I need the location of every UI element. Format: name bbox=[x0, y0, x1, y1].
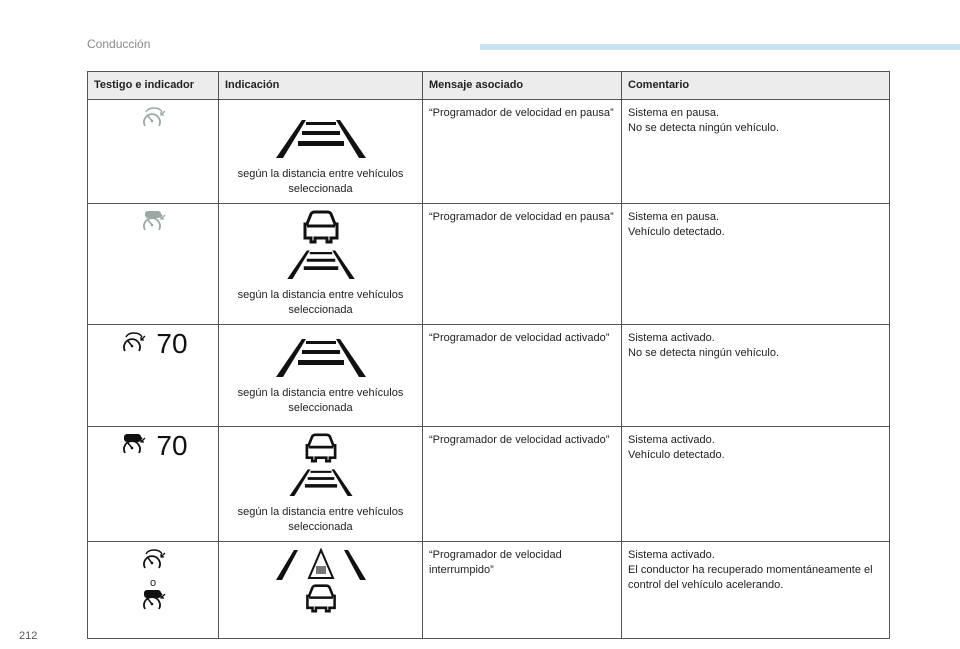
vehicle-ahead-icon bbox=[301, 210, 341, 244]
comment-line: Vehículo detectado. bbox=[628, 226, 725, 238]
road-lanes-icon bbox=[276, 249, 366, 279]
indication-text: según la distancia entre vehículos seleccionada bbox=[237, 168, 404, 195]
cruise-paused-vehicle-icon bbox=[138, 210, 168, 234]
message-text: “Programador de velocidad activado” bbox=[423, 325, 622, 427]
indicator-table bbox=[87, 71, 890, 639]
comment-line: No se detecta ningún vehículo. bbox=[628, 122, 780, 134]
message-text: “Programador de velocidad activado” bbox=[423, 427, 622, 542]
vehicle-ahead-icon bbox=[301, 433, 341, 463]
header-indication: Indicación bbox=[219, 72, 423, 100]
header-comment: Comentario bbox=[622, 72, 890, 100]
cruise-interrupted-icon bbox=[138, 548, 168, 572]
message-text: “Programador de velocidad interrumpido” bbox=[423, 542, 622, 639]
message-text: “Programador de velocidad en pausa” bbox=[423, 100, 622, 204]
cruise-active-vehicle-icon bbox=[118, 433, 148, 457]
road-lanes-icon bbox=[276, 337, 366, 377]
table-row bbox=[88, 100, 890, 204]
table-row bbox=[88, 427, 890, 542]
comment-line: Sistema activado. bbox=[628, 332, 715, 344]
comment-line: Sistema activado. bbox=[628, 549, 715, 561]
cruise-active-no-vehicle-icon bbox=[118, 331, 148, 355]
road-lanes-icon bbox=[276, 118, 366, 158]
comment-line: Sistema activado. bbox=[628, 434, 715, 446]
page-number: 212 bbox=[19, 630, 38, 642]
indication-text: según la distancia entre vehículos seleccionada bbox=[237, 506, 404, 533]
comment-line: No se detecta ningún vehículo. bbox=[628, 347, 780, 359]
table-row bbox=[88, 325, 890, 427]
indication-text: según la distancia entre vehículos seleccionada bbox=[237, 289, 404, 316]
cruise-interrupted-vehicle-icon bbox=[138, 589, 168, 613]
table-row bbox=[88, 542, 890, 639]
header-message: Mensaje asociado bbox=[423, 72, 622, 100]
header-accent-bar bbox=[480, 44, 960, 50]
or-text: o bbox=[149, 577, 157, 589]
table-header-row bbox=[88, 72, 890, 100]
message-text: “Programador de velocidad en pausa” bbox=[423, 204, 622, 325]
cruise-paused-no-vehicle-icon bbox=[138, 106, 168, 130]
comment-line: El conductor ha recuperado momentáneamente el control del vehículo acelerando. bbox=[628, 564, 873, 591]
driver-override-icon bbox=[276, 548, 366, 618]
comment-line: Sistema en pausa. bbox=[628, 211, 720, 223]
comment-line: Vehículo detectado. bbox=[628, 449, 725, 461]
indication-text: según la distancia entre vehículos seleccionada bbox=[237, 387, 404, 414]
header-indicator: Testigo e indicador bbox=[88, 72, 219, 100]
road-lanes-icon bbox=[276, 468, 366, 496]
set-speed: 70 bbox=[156, 429, 188, 461]
set-speed: 70 bbox=[156, 327, 188, 359]
comment-line: Sistema en pausa. bbox=[628, 107, 720, 119]
section-title: Conducción bbox=[87, 37, 151, 51]
table-row bbox=[88, 204, 890, 325]
